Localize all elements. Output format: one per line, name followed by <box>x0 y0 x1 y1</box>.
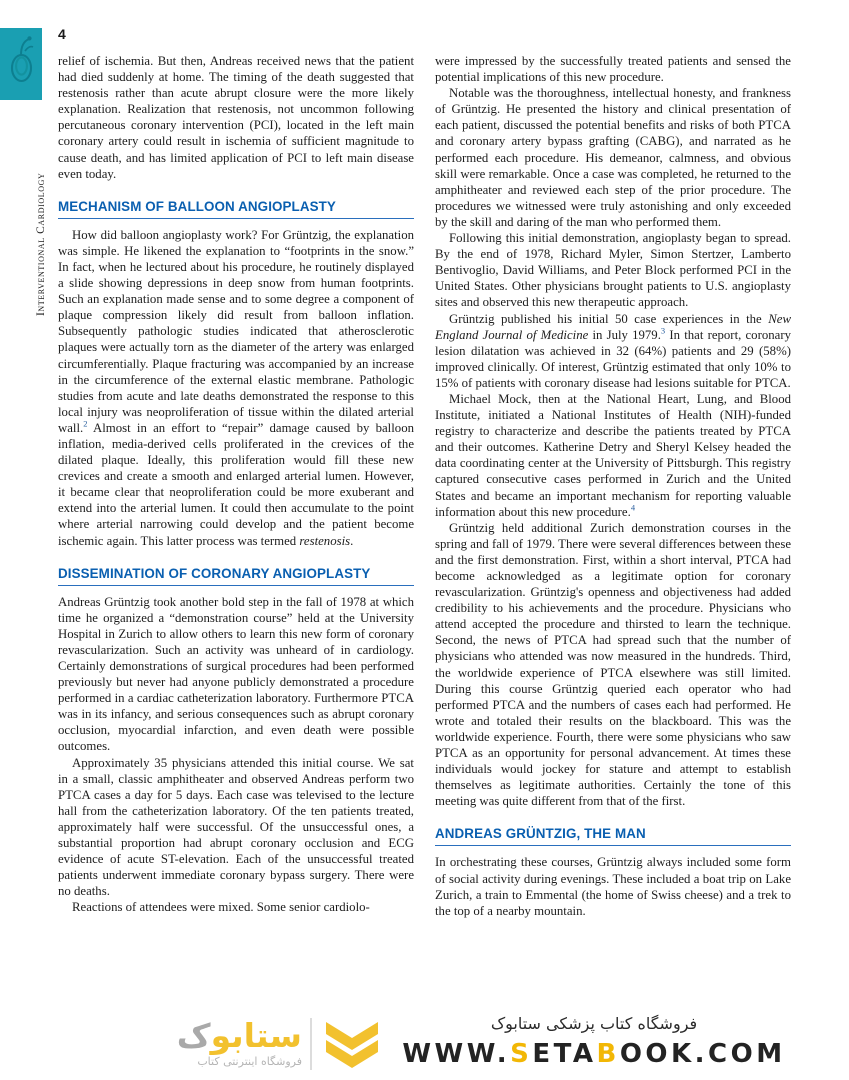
footnote-ref: 2 <box>83 418 88 429</box>
url-letter-b: B <box>596 1039 620 1069</box>
paragraph: In orchestrating these courses, Grüntzig always included some form of social activity during evenings. These included a boat trip on Lake Zurich, a train to Emmental (the home of Swiss cheese) and a trek to the top of a nearby mountain. <box>435 855 791 918</box>
running-head-text: Interventional Cardiology <box>35 172 47 316</box>
publisher-logo-icon <box>8 34 36 92</box>
setabook-logo <box>72 1014 362 1074</box>
watermark-url[interactable] <box>379 1038 809 1070</box>
paragraph <box>435 391 791 520</box>
paragraph: relief of ischemia. But then, Andreas received news that the patient had died suddenly at home. The timing of the death suggested that restenosis rather than acute abrupt closure were the more likely explanation. Realization that restenosis, not uncommon following percutaneous coronary intervention (PCI), located in the left main coronary artery could result in ischemia of sufficient magnitude to cause death, and has limited application of PCI to left main disease even today. <box>58 54 414 181</box>
section-heading-andreas-gruntzig: ANDREAS GRÜNTZIG, THE MAN <box>435 826 791 846</box>
footnote-ref: 4 <box>630 502 636 513</box>
logo-divider <box>310 1018 312 1070</box>
url-letter-s: S <box>510 1039 533 1069</box>
paragraph: Approximately 35 physicians attended this initial course. We sat in a small, classic amphitheater and observed Andreas perform two PTCA cases a day for 5 days. Each case was televised to the lecture hall from the catheterization laboratory. Of the ten patients treated, approximately half were successful. Of the unsuccessful ones, a substantial proportion had abrupt coronary occlusion and ECG evidence of acute ST-elevation. Each of the unsuccessful treated patients underwent immediate coronary bypass surgery. There were no deaths. <box>58 755 414 899</box>
wordmark-accent: ک <box>176 1016 211 1055</box>
running-head-text-wrap <box>19 108 47 318</box>
paragraph: were impressed by the successfully treated patients and sensed the potential implications of this new procedure. <box>435 54 791 85</box>
watermark-footer <box>0 1007 849 1080</box>
paragraph-text: How did balloon angioplasty work? For Grüntzig, the explanation was simple. He likened the explanation to “footprints in the snow.” In fact, when he lectured about his procedure, he routinely displayed a slide showing depressions in deep snow from human footprints. Such an explanation made sense and to some degree a component of plaque compression likely did result from balloon inflation. Subsequently pathologic studies indicated that atherosclerotic plaques were actually torn as the diameter of the artery was enlarged circumferentially. Plaque fracturing was accompanied by an increase in the circumference of the external elastic membrane. Pathologic studies from acute and late deaths demonstrated the response to this local injury was neoproliferation of tissue within the dilated arterial wall. <box>58 227 414 435</box>
paragraph: Notable was the thoroughness, intellectual honesty, and frankness of Grüntzig. He presented the history and clinical presentation of each patient, discussed the potential benefits and risks of both PTCA and coronary artery bypass grafting (CABG), and narrated as he performed each procedure. His demeanor, calmness, and obvious skill were remarkable. Once a case was completed, he returned to the amphitheater and reviewed each step of the prior procedure. The procedures we witnessed were truly astonishing and only exceeded by the skill and daring of the man who performed them. <box>435 86 791 229</box>
paragraph: Andreas Grüntzig took another bold step in the fall of 1978 at which time he organized a “demonstration course” held at the University Hospital in Zurich to allow others to learn this new form of coronary revascularization. Such an activity was unheard of in cardiology. Certainly demonstrations of surgical procedures had been performed previously but never had anyone publicly demonstrated a procedure performed in a cardiac catheterization laboratory. Furthermore PTCA was in its infancy, and serious consequences such as abrupt coronary occlusion, myocardial infarction, and even death were possible outcomes. <box>58 594 414 754</box>
right-column <box>435 53 791 919</box>
watermark-headline-fa: فروشگاه کتاب پزشکی ستابوک <box>490 1014 698 1033</box>
paragraph <box>435 311 791 391</box>
paragraph-text: Michael Mock, then at the National Heart, Lung, and Blood Institute, initiated a National Institutes of Health (NIH)-funded registry to characterize and describe the patients treated by PTCA and their outcomes. Katherine Detry and Sheryl Kelsey headed the data coordinating center at the University of Pittsburgh. This registry captured consecutive cases performed in Zurich and the United States and became an important mechanism for reporting valuable information about this new procedure. <box>435 391 791 519</box>
setabook-logo-wordmark <box>72 1016 302 1056</box>
journal-title: New England Journal of Medicine <box>435 311 791 342</box>
url-eta: ETA <box>532 1039 597 1069</box>
paragraph: Following this initial demonstration, angioplasty began to spread. By the end of 1978, Richard Myler, Simon Stertzer, Lamberto Bentivoglio, David Williams, and Peter Block performed PCI in the United States. Other physicians brought patients to U.S. angioplasty sites and observed this new therapeutic approach. <box>435 231 791 310</box>
running-head-rail <box>0 28 46 318</box>
rail-logo-box <box>0 28 42 100</box>
paragraph-text: Almost in an effort to “repair” damage caused by balloon inflation, media-derived cells proliferated in the crevices of the dilated plaque. Ideally, this proliferation would fill these new crevices and create a smooth and enlarged arterial lumen. However, it became clear that neoproliferation could be more exuberant and extend into the arterial lumen. It could then accumulate to the point where arterial narrowing could develop and the patient become ischemic again. This latter process was termed <box>58 420 414 548</box>
page-number: 4 <box>58 26 66 42</box>
watermark-right <box>379 1012 809 1070</box>
section-heading-mechanism: MECHANISM OF BALLOON ANGIOPLASTY <box>58 199 414 219</box>
url-prefix: WWW. <box>402 1039 511 1069</box>
paragraph: Grüntzig held additional Zurich demonstration courses in the spring and fall of 1979. There were several differences between these and the first demonstration. First, within a short interval, PTCA had become acknowledged as a legitimate option for coronary revascularization. Grüntzig's openness and objectiveness had added credibility to his achievements and the procedure. Physicians who attend accepted the procedure and thirsted to learn the technique. Second, the news of PTCA had spread such that the number of physicians who attended was now measured in the hundreds. Third, the worldwide experience of PTCA elsewhere was still limited. During this course Grüntzig queried each operator who had performed PTCA and the numbers of cases each had performed. He wrote and totaled their results on the blackboard. This was the worldwide experience. Fourth, there were some physicians who saw PTCA as an opportunity for personal advancement. At times these individuals would jockey for stature and attempt to establish themselves as legitimate authorities. Certainly the tone of this meeting was quite different from that of the first. <box>435 520 791 809</box>
footnote-ref: 3 <box>660 325 666 336</box>
paragraph-text: In that report, coronary lesion dilatation was achieved in 32 (64%) patients and 29 (58%) improved clinically. Of interest, Grüntzig estimated that only 10% to 15% of patients with coronary disease had lesions suitable for PTCA. <box>435 327 791 390</box>
url-suffix: OOK.COM <box>619 1039 786 1069</box>
left-column <box>58 53 414 916</box>
paragraph-text: in July 1979. <box>588 327 661 342</box>
paragraph <box>58 227 414 549</box>
chevron-mark-icon <box>324 1020 380 1072</box>
watermark-inner <box>0 1008 849 1080</box>
section-heading-dissemination: DISSEMINATION OF CORONARY ANGIOPLASTY <box>58 566 414 586</box>
setabook-logo-tagline: فروشگاه اینترنتی کتاب <box>197 1055 302 1068</box>
paragraph-text: Grüntzig published his initial 50 case experiences in the <box>449 311 769 326</box>
wordmark-main: ستابو <box>210 1016 302 1055</box>
italic-term: restenosis <box>299 533 351 548</box>
paragraph-text: . <box>350 533 354 548</box>
paragraph: Reactions of attendees were mixed. Some senior cardiolo- <box>72 900 370 915</box>
